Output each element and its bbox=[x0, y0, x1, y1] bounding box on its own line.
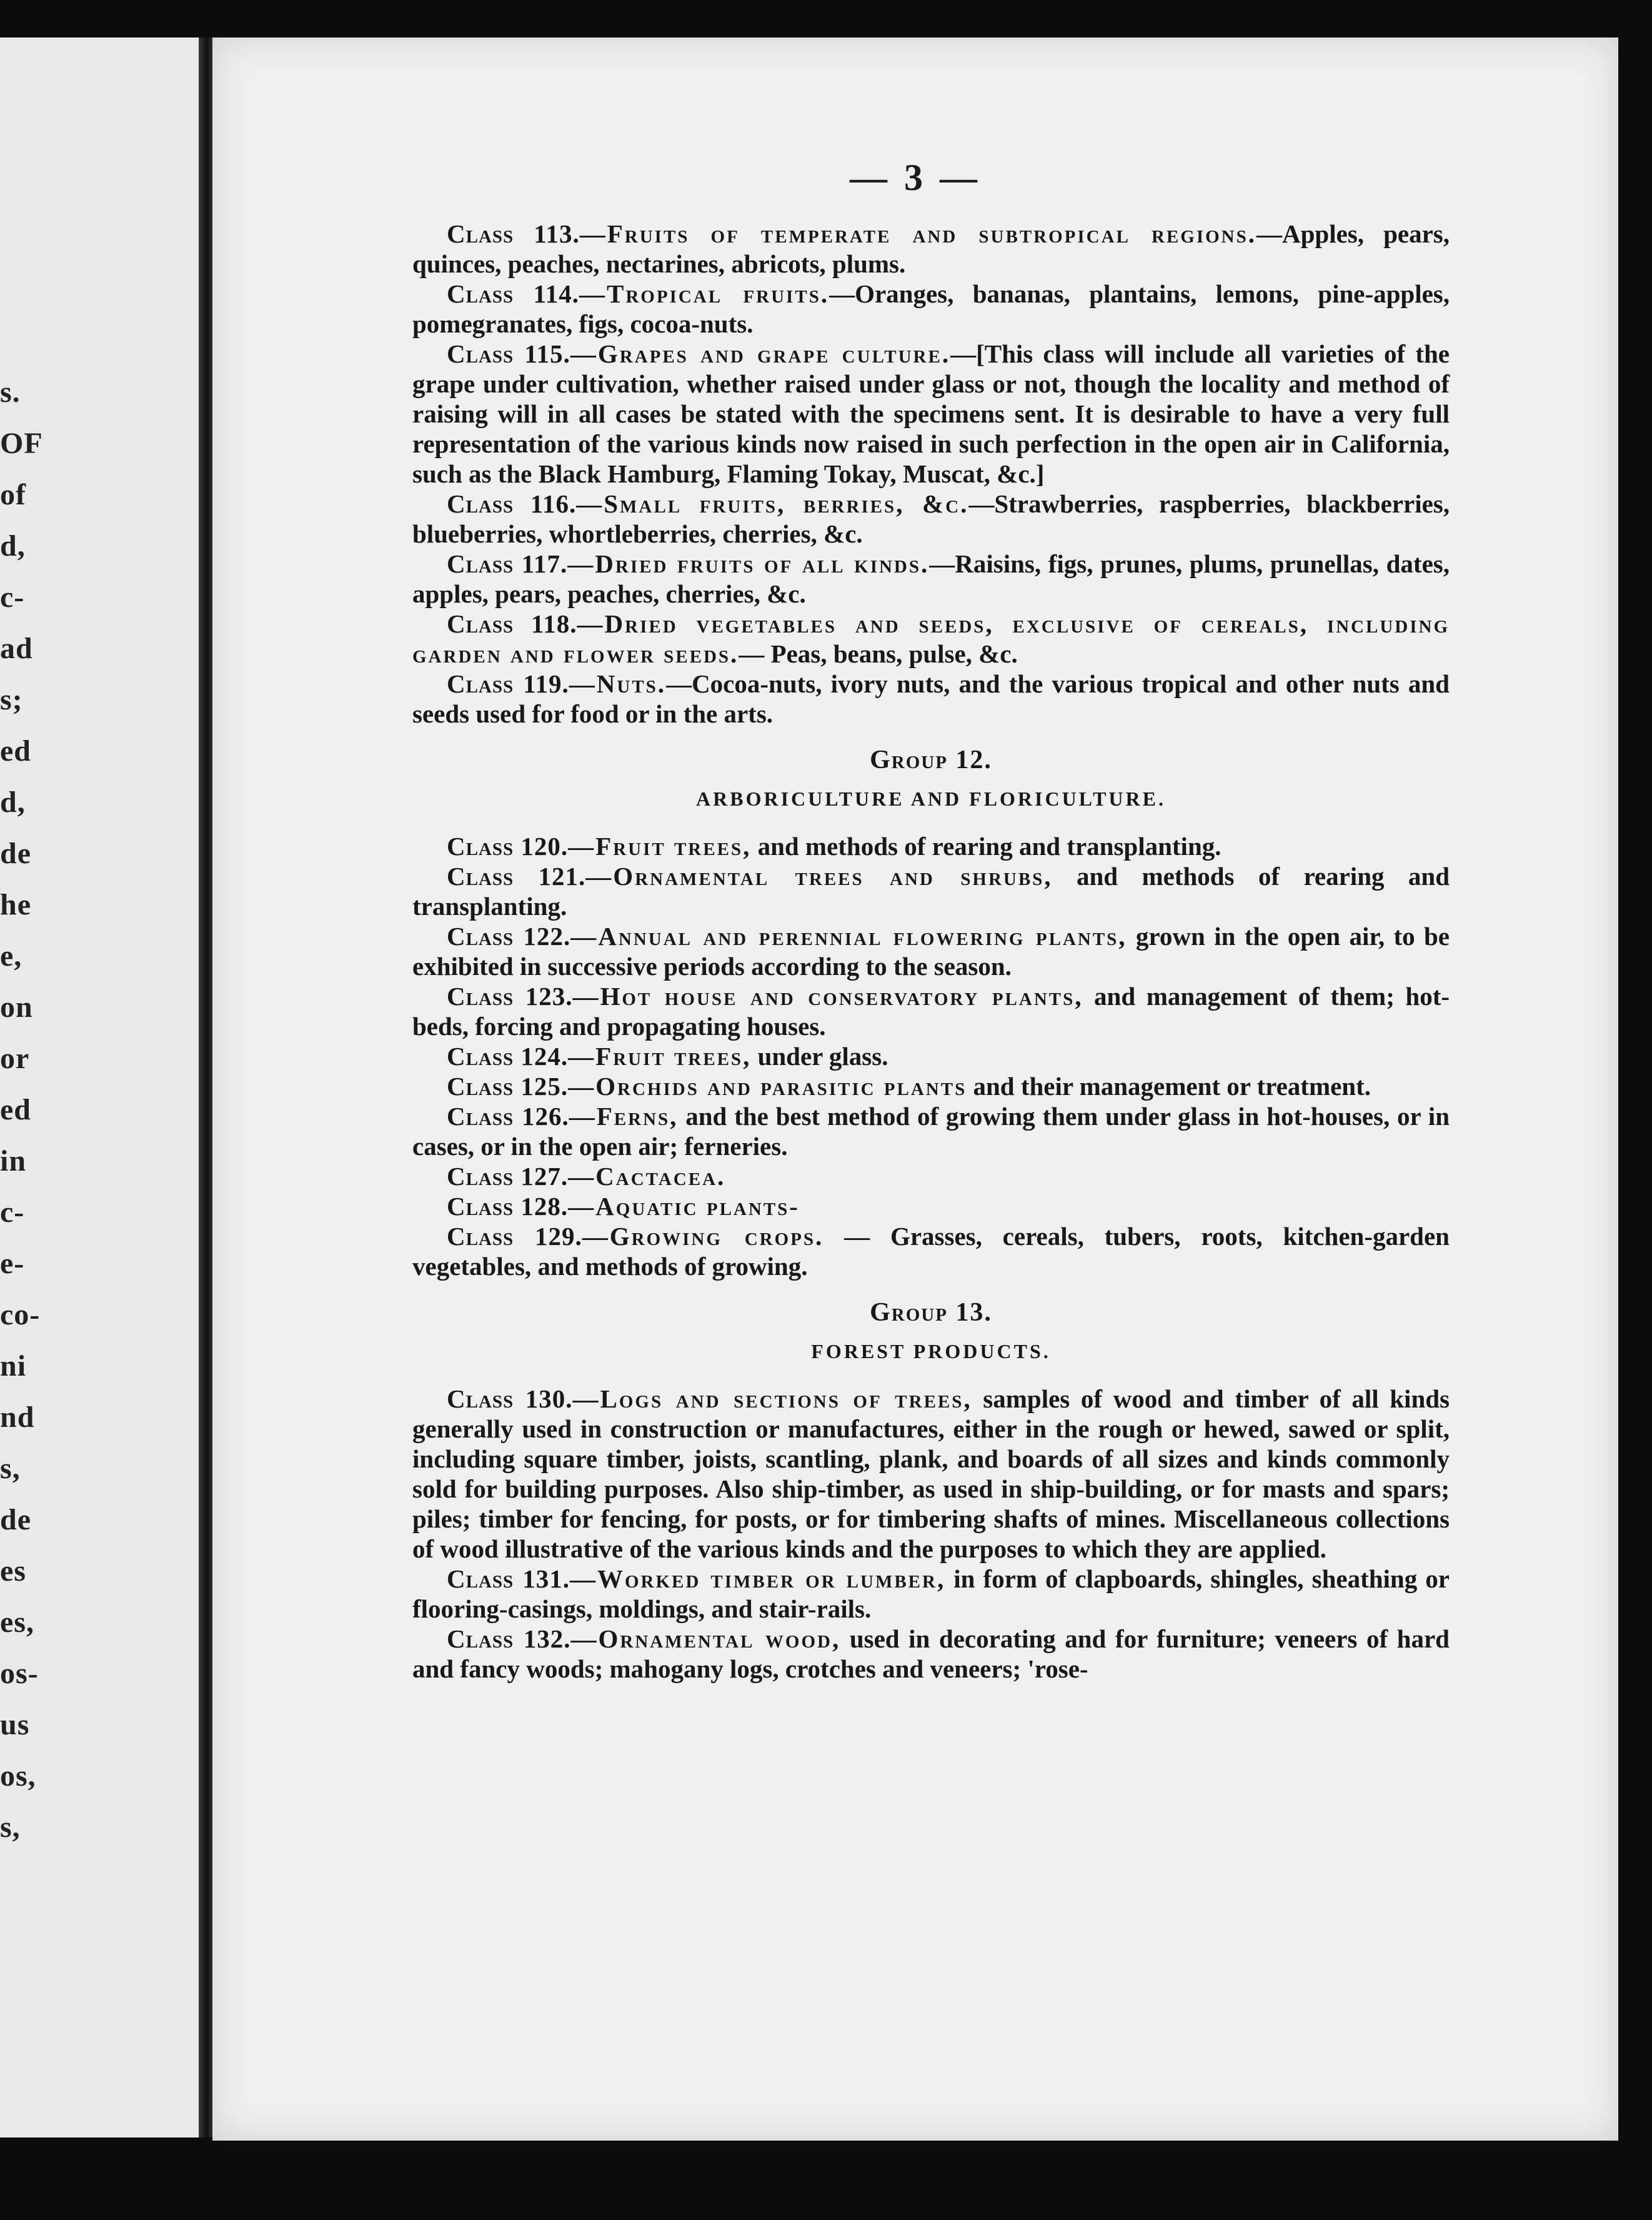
class-number: Class 115. bbox=[447, 339, 570, 368]
class-description: —Apples, pears, quinces, peaches, nectarines, abricots, plums. bbox=[412, 219, 1450, 278]
class-heading: —Fruits of temperate and subtropical regions. bbox=[579, 219, 1256, 248]
class-list-fruits bbox=[412, 219, 1450, 729]
left-page-text-fragment: s; bbox=[0, 683, 23, 716]
class-number: Class 121. bbox=[447, 862, 586, 891]
class-description: —Raisins, figs, prunes, plums, prunellas, dates, apples, pears, peaches, cherries, &c. bbox=[412, 549, 1450, 608]
class-entry bbox=[412, 1071, 1450, 1101]
left-page-text-fragment: in bbox=[0, 1144, 27, 1178]
class-entry bbox=[412, 219, 1450, 279]
left-page-text-fragment: de bbox=[0, 1503, 31, 1536]
left-page-text-fragment: of bbox=[0, 478, 26, 511]
class-number: Class 120. bbox=[447, 832, 569, 861]
class-list-arboriculture bbox=[412, 831, 1450, 1281]
left-page-text-fragment: ni bbox=[0, 1349, 27, 1382]
class-number: Class 126. bbox=[447, 1102, 569, 1131]
left-page-text-fragment: os, bbox=[0, 1759, 36, 1792]
class-description: grown in the open air, to be exhibited in successive periods according to the season. bbox=[412, 922, 1450, 981]
left-page-text-fragment: e- bbox=[0, 1247, 25, 1280]
class-number: Class 124. bbox=[447, 1042, 569, 1071]
left-page-text-fragment: ad bbox=[0, 632, 33, 665]
class-description: —Cocoa-nuts, ivory nuts, and the various tropical and other nuts and seeds used for food or in the arts. bbox=[412, 669, 1450, 728]
page-number: — 3 — bbox=[850, 157, 981, 198]
class-entry bbox=[412, 1624, 1450, 1684]
class-entry bbox=[412, 1564, 1450, 1624]
class-description: and the best method of growing them under glass in hot-houses, or in cases, or in the open air; ferneries. bbox=[412, 1102, 1450, 1161]
class-heading: —Growing crops. bbox=[582, 1222, 824, 1251]
class-number: Class 118. bbox=[447, 609, 577, 638]
left-page-text-fragment: s, bbox=[0, 1811, 21, 1844]
class-number: Class 128. bbox=[447, 1192, 569, 1221]
class-entry bbox=[412, 1161, 1450, 1191]
left-page-text-fragment: nd bbox=[0, 1401, 35, 1434]
class-description: and methods of rearing and transplanting. bbox=[751, 832, 1222, 861]
left-page-fragment bbox=[0, 38, 206, 2138]
class-description: samples of wood and timber of all kinds generally used in construction or manufactures, either in the rough or hewed, sawed or split, including square timber, joists, scantling, plank, and boards of all sizes and kinds commonly sold for building purposes. Also ship-timber, as used in ship-building, or for masts and spars; piles; timber for fencing, for posts, or for timbering shafts of mines. Miscellaneous collections of wood illustrative of the various kinds and the purposes to which they are applied. bbox=[412, 1384, 1450, 1563]
class-description: —Strawberries, raspberries, blackberries, blueberries, whortleberries, cherries, &c. bbox=[412, 489, 1450, 548]
left-page-text-fragment: d, bbox=[0, 529, 26, 562]
left-page-text-fragment: c- bbox=[0, 581, 25, 614]
class-description: and their management or treatment. bbox=[967, 1072, 1371, 1101]
left-page-text-fragment: on bbox=[0, 991, 33, 1024]
class-heading: —Small fruits, berries, &c. bbox=[576, 489, 969, 518]
class-number: Class 116. bbox=[447, 489, 577, 518]
left-page-text-fragment: ed bbox=[0, 734, 31, 768]
group-12-subtitle: ARBORICULTURE AND FLORICULTURE. bbox=[696, 788, 1166, 810]
class-entry bbox=[412, 1221, 1450, 1281]
class-number: Class 123. bbox=[447, 982, 573, 1011]
left-page-text-fragment: co- bbox=[0, 1298, 41, 1331]
document-page bbox=[212, 38, 1618, 2141]
left-page-text-fragment: ed bbox=[0, 1093, 31, 1126]
left-page-text-fragment: os- bbox=[0, 1657, 39, 1690]
class-entry bbox=[412, 609, 1450, 669]
class-heading: —Tropical fruits. bbox=[579, 279, 830, 308]
class-description: and methods of rearing and transplanting. bbox=[412, 862, 1450, 921]
class-heading: —Ornamental trees and shrubs, bbox=[585, 862, 1053, 891]
class-description: under glass. bbox=[751, 1042, 888, 1071]
class-heading: —Ornamental wood, bbox=[570, 1624, 841, 1653]
class-number: Class 113. bbox=[447, 219, 580, 248]
class-description: — Grasses, cereals, tubers, roots, kitchen-garden vegetables, and methods of growing. bbox=[412, 1222, 1450, 1281]
left-page-text-fragment: d, bbox=[0, 786, 26, 819]
class-entry bbox=[412, 981, 1450, 1041]
left-page-text-fragment: OF bbox=[0, 427, 43, 460]
class-entry bbox=[412, 669, 1450, 729]
class-entry bbox=[412, 339, 1450, 489]
class-entry bbox=[412, 1191, 1450, 1221]
class-heading: —Orchids and parasitic plants bbox=[568, 1072, 967, 1101]
left-page-text-fragment: us bbox=[0, 1708, 30, 1741]
class-description: — Peas, beans, pulse, &c. bbox=[739, 639, 1018, 668]
class-number: Class 119. bbox=[447, 669, 569, 698]
class-heading: —Hot house and conservatory plants, bbox=[572, 982, 1083, 1011]
class-entry bbox=[412, 921, 1450, 981]
class-heading: —Aquatic plants- bbox=[568, 1192, 800, 1221]
class-description: in form of clapboards, shingles, sheathing or flooring-casings, moldings, and stair-rails. bbox=[412, 1564, 1450, 1623]
class-entry bbox=[412, 279, 1450, 339]
class-entry bbox=[412, 831, 1450, 861]
class-heading: —Worked timber or lumber, bbox=[569, 1564, 946, 1593]
left-page-text-fragment: c- bbox=[0, 1196, 25, 1229]
class-number: Class 122. bbox=[447, 922, 571, 951]
left-page-text-fragment: he bbox=[0, 888, 31, 921]
class-number: Class 132. bbox=[447, 1624, 571, 1653]
class-heading: —Cactacea. bbox=[568, 1162, 726, 1191]
group-13-subtitle: FOREST PRODUCTS. bbox=[811, 1340, 1051, 1362]
left-page-text-fragment: es bbox=[0, 1554, 26, 1588]
class-entry bbox=[412, 489, 1450, 549]
class-heading: —Grapes and grape culture. bbox=[570, 339, 951, 368]
class-description: —[This class will include all varieties of the grape under cultivation, whether raised under glass or not, though the locality and method of raising will in all cases be stated with the specimens sent. It is desirable to have a very full representation of the various kinds now raised in such perfection in the open air in California, such as the Black Hamburg, Flaming Tokay, Muscat, &c.] bbox=[412, 339, 1450, 488]
class-heading: —Annual and perennial flowering plants, bbox=[570, 922, 1127, 951]
class-entry bbox=[412, 549, 1450, 609]
class-heading: —Fruit trees, bbox=[568, 1042, 752, 1071]
class-heading: —Fruit trees, bbox=[568, 832, 752, 861]
class-description: —Oranges, bananas, plantains, lemons, pine-apples, pomegranates, figs, cocoa-nuts. bbox=[412, 279, 1450, 338]
page-content bbox=[412, 219, 1450, 1684]
class-entry bbox=[412, 1041, 1450, 1071]
left-page-text-fragment: s, bbox=[0, 1452, 21, 1485]
class-description: used in decorating and for furniture; veneers of hard and fancy woods; mahogany logs, crotches and veneers; 'rose- bbox=[412, 1624, 1450, 1683]
class-heading: —Ferns, bbox=[569, 1102, 679, 1131]
class-number: Class 117. bbox=[447, 549, 568, 578]
left-page-text-fragment: s. bbox=[0, 376, 21, 409]
class-list-forest-products bbox=[412, 1384, 1450, 1684]
class-heading: —Nuts. bbox=[569, 669, 667, 698]
left-page-text-fragment: e, bbox=[0, 939, 22, 972]
class-heading: —Logs and sections of trees, bbox=[572, 1384, 972, 1413]
class-description: and management of them; hot-beds, forcing and propagating houses. bbox=[412, 982, 1450, 1041]
class-number: Class 127. bbox=[447, 1162, 569, 1191]
left-page-text-fragment: es, bbox=[0, 1606, 34, 1639]
left-page-text-fragment: de bbox=[0, 837, 31, 870]
class-entry bbox=[412, 1101, 1450, 1161]
left-page-text-fragment: or bbox=[0, 1042, 30, 1075]
class-entry bbox=[412, 861, 1450, 921]
class-number: Class 131. bbox=[447, 1564, 570, 1593]
group-13-title: Group 13. bbox=[870, 1298, 992, 1327]
class-entry bbox=[412, 1384, 1450, 1564]
class-heading: —Dried fruits of all kinds. bbox=[567, 549, 930, 578]
class-heading: —Dried vegetables and seeds, exclusive of cereals, including garden and flower seeds. bbox=[412, 609, 1450, 668]
class-number: Class 130. bbox=[447, 1384, 573, 1413]
class-number: Class 114. bbox=[447, 279, 580, 308]
class-number: Class 129. bbox=[447, 1222, 582, 1251]
group-12-title: Group 12. bbox=[870, 746, 992, 774]
class-number: Class 125. bbox=[447, 1072, 569, 1101]
